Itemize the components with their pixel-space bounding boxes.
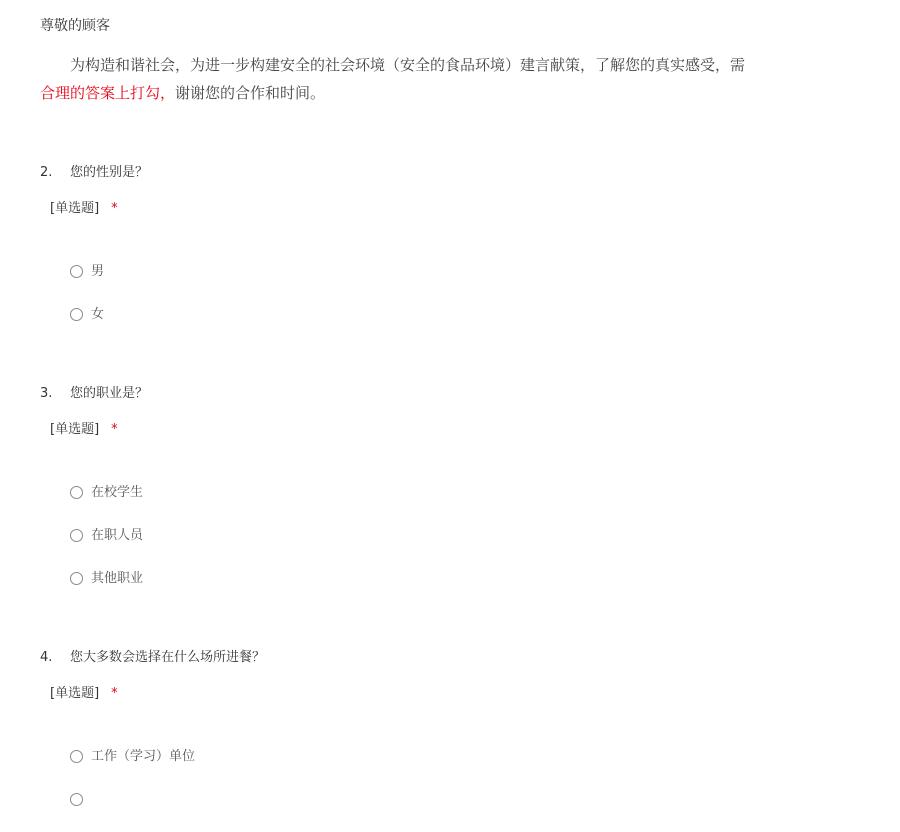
required-asterisk: * [111,201,118,216]
option-female[interactable] [70,304,860,347]
question-text: 您的职业是？ [70,386,149,401]
intro-line-2 [40,78,900,109]
intro-line-1: 为构造和谐社会，为进一步构建安全的社会环境（安全的食品环境）建言献策，了解您的真实感受，需 [70,56,746,74]
question-type [50,685,860,703]
radio-icon[interactable] [70,486,83,499]
question-number: 3. [40,386,53,401]
options-list [70,482,860,611]
question-type-label: [单选题] [50,422,100,437]
option-partially-visible[interactable] [70,789,860,832]
question-type-label: [单选题] [50,686,100,701]
option-label: 工作（学习）单位 [91,748,196,764]
question-type [50,200,860,218]
question-type-label: [单选题] [50,201,100,216]
option-other-occupation[interactable] [70,568,860,611]
option-employed[interactable] [70,525,860,568]
option-label: 在校学生 [91,484,144,500]
question-occupation [40,385,860,611]
greeting: 尊敬的顾客 [40,18,110,34]
options-list [70,261,860,347]
option-label: 男 [91,263,105,279]
question-title [40,385,860,403]
question-number: 4. [40,650,53,665]
question-type [50,421,860,439]
option-label: 其他职业 [91,570,144,586]
question-gender [40,164,860,347]
option-student[interactable] [70,482,860,525]
intro-paragraph [40,50,900,109]
option-male[interactable] [70,261,860,304]
radio-icon[interactable] [70,529,83,542]
intro-thanks: 谢谢您的合作和时间。 [175,84,326,102]
option-label: 在职人员 [91,527,144,543]
question-number: 2. [40,165,53,180]
question-text: 您的性别是？ [70,165,149,180]
required-asterisk: * [111,686,118,701]
radio-icon[interactable] [70,572,83,585]
options-list [70,746,860,832]
radio-icon[interactable] [70,750,83,763]
radio-icon[interactable] [70,265,83,278]
question-title [40,164,860,182]
intro-highlight: 合理的答案上打勾， [40,84,176,102]
option-label: 女 [91,306,105,322]
option-workplace[interactable] [70,746,860,789]
required-asterisk: * [111,422,118,437]
question-title [40,649,860,667]
radio-icon[interactable] [70,308,83,321]
question-text: 您大多数会选择在什么场所进餐？ [70,650,266,665]
question-dining-place [40,649,860,832]
